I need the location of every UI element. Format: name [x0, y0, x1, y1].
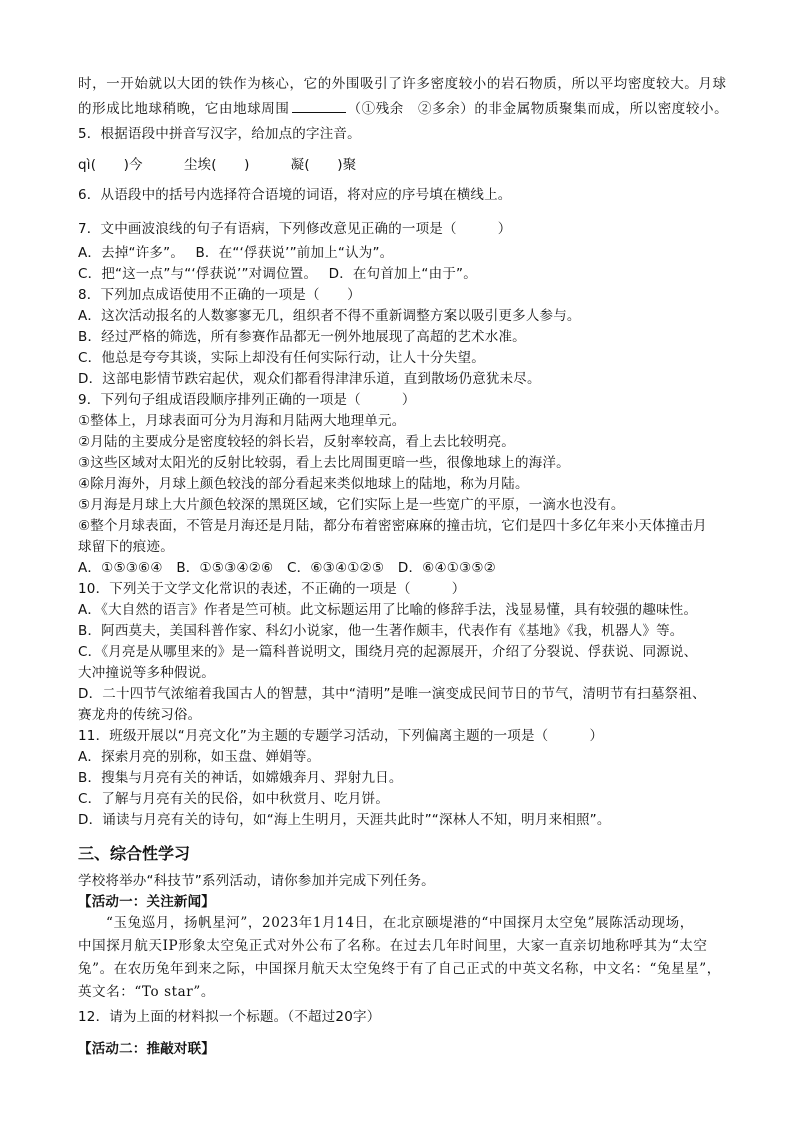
- question-10-line: A．《大自然的语言》作者是竺可桢。此文标题运用了比喻的修辞手法，浅显易懂，具有较强的趣味性。: [78, 602, 698, 618]
- question-10-line: 大冲撞说等多种假说。: [78, 665, 215, 681]
- question-8-option: C．他总是夸夸其谈，实际上却没有任何实际行动，让人十分失望。: [78, 350, 485, 366]
- question-10-stem: 10．下列关于文学文化常识的表述，不正确的一项是（ ）: [78, 581, 466, 597]
- question-5-stem: 5．根据语段中拼音写汉字，给加点的字注音。: [78, 126, 361, 142]
- news-line: 中国探月航天IP形象太空兔正式对外公布了名称。在过去几年时间里，大家一直亲切地称呼其为“太空: [78, 938, 708, 954]
- answer-blank[interactable]: [292, 100, 346, 113]
- question-10-line: 赛龙舟的传统习俗。: [78, 707, 202, 723]
- question-11-option: C．了解与月亮有关的民俗，如中秋赏月、吃月饼。: [78, 791, 390, 807]
- question-9-sentence: ⑤月海是月球上大片颜色较深的黑斑区域，它们实际上是一些宽广的平原，一滴水也没有。: [78, 497, 625, 513]
- question-10-line: B．阿西莫夫，美国科普作家、科幻小说家，他一生著作颇丰，代表作有《基地》《我，机器人》等。: [78, 623, 684, 639]
- passage-text: 的形成比地球稍晚，它由地球周围: [78, 101, 290, 117]
- news-line: “玉兔巡月，扬帆星河”，2023年1月14日，在北京颐堤港的“中国探月太空兔”展陈活动现场，: [106, 915, 694, 931]
- question-11-option: D．诵读与月亮有关的诗句，如“海上生明月，天涯共此时”“深林人不知，明月来相照”。: [78, 812, 611, 828]
- question-8-option: A．这次活动报名的人数寥寥无几，组织者不得不重新调整方案以吸引更多人参与。: [78, 308, 581, 324]
- question-5-items: qì( )今 尘埃( ) 凝( )聚: [78, 157, 357, 173]
- news-line: 兔”。在农历兔年到来之际，中国探月航天太空兔终于有了自己正式的中英文名称，中文名：“兔星星”，: [78, 961, 721, 977]
- section-intro: 学校将举办“科技节”系列活动，请你参加并完成下列任务。: [78, 873, 435, 889]
- section-heading: 三、综合性学习: [78, 844, 191, 863]
- news-line: 英文名：“To star”。: [78, 984, 215, 1000]
- question-9-options: A．①⑤③⑥④ B．①⑤③④②⑥ C．⑥③④①②⑤ D．⑥④①③⑤②: [78, 560, 496, 576]
- question-9-sentence: ③这些区域对太阳光的反射比较弱，看上去比周围更暗一些，很像地球上的海洋。: [78, 455, 570, 471]
- question-11-stem: 11．班级开展以“月亮文化”为主题的专题学习活动，下列偏离主题的一项是（ ）: [78, 728, 604, 744]
- passage-line: [78, 100, 728, 117]
- activity-2-label: 【活动二：推敲对联】: [78, 1041, 215, 1057]
- question-7-options-ab: A．去掉“许多”。 B．在“‘俘获说’”前加上“认为”。: [78, 245, 394, 261]
- activity-1-label: 【活动一：关注新闻】: [78, 894, 215, 910]
- question-12-stem: 12．请为上面的材料拟一个标题。（不超过20字）: [78, 1009, 381, 1025]
- question-9-sentence: ④除月海外，月球上颜色较浅的部分看起来类似地球上的陆地，称为月陆。: [78, 476, 529, 492]
- question-9-sentence: ⑥整个月球表面，不管是月海还是月陆，都分布着密密麻麻的撞击坑，它们是四十多亿年来小天体撞击月: [78, 518, 707, 534]
- question-9-sentence: ①整体上，月球表面可分为月海和月陆两大地理单元。: [78, 413, 406, 429]
- passage-text: （①残余 ②多余）的非金属物质聚集而成，所以密度较小。: [347, 101, 729, 117]
- question-11-option: B．搜集与月亮有关的神话，如嫦娥奔月、羿射九日。: [78, 770, 403, 786]
- question-7-options-cd: C．把“这一点”与“‘俘获说’”对调位置。 D．在句首加上“由于”。: [78, 266, 477, 282]
- question-9-sentence: ②月陆的主要成分是密度较轻的斜长岩，反射率较高，看上去比较明亮。: [78, 434, 516, 450]
- question-8-option: B．经过严格的筛选，所有参赛作品都无一例外地展现了高超的艺术水准。: [78, 329, 526, 345]
- question-9-sentence: 球留下的痕迹。: [78, 539, 174, 555]
- question-8-option: D．这部电影情节跌宕起伏，观众们都看得津津乐道，直到散场仍意犹未尽。: [78, 371, 541, 387]
- question-8-stem: 8．下列加点成语使用不正确的一项是（ ）: [78, 287, 361, 303]
- passage-line: 时，一开始就以大团的铁作为核心，它的外围吸引了许多密度较小的岩石物质，所以平均密度较大。月球: [78, 76, 727, 92]
- question-10-line: C．《月亮是从哪里来的》是一篇科普说明文，围绕月亮的起源展开，介绍了分裂说、俘获说、同源说、: [78, 644, 698, 660]
- question-11-option: A．探索月亮的别称，如玉盘、婵娟等。: [78, 749, 321, 765]
- question-10-line: D．二十四节气浓缩着我国古人的智慧，其中“清明”是唯一演变成民间节日的节气，清明节有扫墓祭祖、: [78, 686, 706, 702]
- question-7-stem: 7．文中画波浪线的句子有语病，下列修改意见正确的一项是（ ）: [78, 221, 512, 237]
- question-6-stem: 6．从语段中的括号内选择符合语境的词语，将对应的序号填在横线上。: [78, 187, 512, 203]
- question-9-stem: 9．下列句子组成语段顺序排列正确的一项是（ ）: [78, 392, 416, 408]
